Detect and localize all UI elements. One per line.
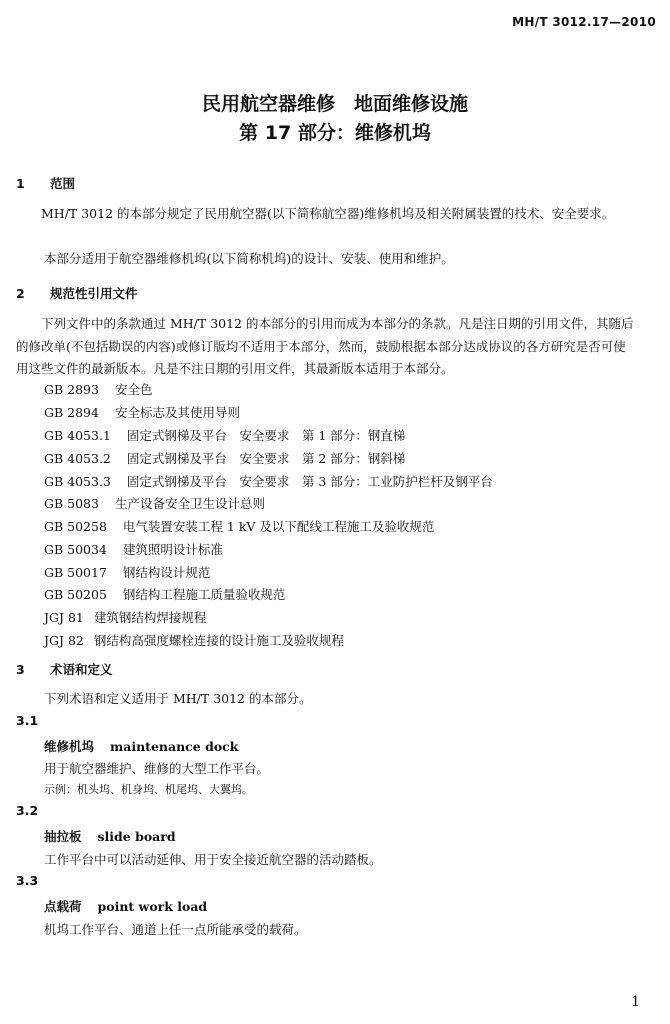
reference-item (44, 494, 265, 512)
reference-title: 钢结构工程施工质量验收规范 (122, 587, 286, 602)
reference-item (44, 631, 344, 649)
section-1-heading (16, 174, 75, 192)
term-number: 3.3 (16, 873, 39, 888)
reference-title: 建筑钢结构焊接规程 (93, 610, 207, 625)
section-number: 1 (16, 176, 25, 191)
reference-code: GB 50205 (44, 587, 107, 602)
section-title: 术语和定义 (50, 662, 113, 677)
section-3-paragraph: 下列术语和定义适用于 MH/T 3012 的本部分。 (44, 691, 312, 706)
term-chinese: 点载荷 (44, 899, 82, 914)
section-1-paragraph-1: MH/T 3012 的本部分规定了民用航空器(以下简称航空器)维修机坞及相关附属装置的技术、安全要求。 (41, 206, 615, 221)
section-2-paragraph: 下列文件中的条款通过 MH/T 3012 的本部分的引用而成为本部分的条款。凡是注日期的引用文件，其随后的修改单(不包括勘误的内容)或修订版均不适用于本部分，然而，鼓励根据本部分达成协议的各方研究是否可使用这些文件的最新版本。凡是不注日期的引用文件，其最新版本适用于本部分。 (16, 316, 634, 376)
reference-title: 建筑照明设计标准 (122, 542, 223, 557)
term-number: 3.2 (16, 803, 39, 818)
reference-code: GB 4053.3 (44, 474, 111, 489)
reference-code: GB 50258 (44, 519, 107, 534)
term-definition: 机坞工作平台、通道上任一点所能承受的载荷。 (44, 922, 307, 937)
section-title: 规范性引用文件 (50, 286, 138, 301)
term-example: 示例：机头坞、机身坞、机尾坞、大翼坞。 (44, 783, 253, 796)
term-chinese: 抽拉板 (44, 829, 82, 844)
reference-code: GB 50034 (44, 542, 107, 557)
reference-item (44, 540, 223, 558)
reference-item (44, 517, 434, 535)
term-english: slide board (97, 829, 176, 844)
term-heading (44, 737, 238, 755)
term-heading (44, 897, 207, 915)
reference-item (44, 380, 152, 398)
reference-title: 固定式钢梯及平台 安全要求 第 2 部分：钢斜梯 (126, 451, 406, 466)
reference-code: JGJ 81 (44, 610, 84, 625)
section-2-heading (16, 284, 138, 302)
reference-title: 固定式钢梯及平台 安全要求 第 1 部分：钢直梯 (126, 428, 406, 443)
reference-code: GB 5083 (44, 496, 99, 511)
reference-code: GB 4053.2 (44, 451, 111, 466)
term-number: 3.1 (16, 713, 39, 728)
reference-code: GB 50017 (44, 565, 107, 580)
reference-code: GB 2894 (44, 405, 99, 420)
section-number: 2 (16, 286, 25, 301)
reference-title: 电气装置安装工程 1 kV 及以下配线工程施工及验收规范 (122, 519, 435, 534)
section-title: 范围 (50, 176, 76, 191)
document-title-line2: 第 17 部分：维修机坞 (239, 122, 431, 144)
reference-item (44, 563, 210, 581)
reference-title: 钢结构高强度螺栓连接的设计施工及验收规程 (93, 633, 344, 648)
reference-code: JGJ 82 (44, 633, 84, 648)
reference-item (44, 426, 405, 444)
reference-title: 安全标志及其使用导则 (114, 405, 240, 420)
reference-item (44, 608, 206, 626)
standard-code: MH/T 3012.17—2010 (512, 15, 656, 29)
term-definition: 工作平台中可以活动延伸、用于安全接近航空器的活动踏板。 (44, 852, 382, 867)
reference-title: 钢结构设计规范 (122, 565, 211, 580)
reference-item (44, 449, 405, 467)
document-title-line1: 民用航空器维修 地面维修设施 (201, 93, 468, 115)
term-english: point work load (97, 899, 208, 914)
reference-item (44, 585, 285, 603)
reference-code: GB 4053.1 (44, 428, 111, 443)
page-number: 1 (631, 994, 640, 1010)
reference-title: 固定式钢梯及平台 安全要求 第 3 部分：工业防护栏杆及钢平台 (126, 474, 493, 489)
term-heading (44, 827, 176, 845)
term-english: maintenance dock (110, 739, 239, 754)
section-1-paragraph-2: 本部分适用于航空器维修机坞(以下简称机坞)的设计、安装、使用和维护。 (44, 251, 454, 266)
reference-item (44, 403, 240, 421)
term-definition: 用于航空器维护、维修的大型工作平台。 (44, 761, 270, 776)
term-chinese: 维修机坞 (44, 739, 95, 754)
reference-code: GB 2893 (44, 382, 99, 397)
section-3-heading (16, 660, 113, 678)
reference-title: 安全色 (114, 382, 153, 397)
reference-title: 生产设备安全卫生设计总则 (114, 496, 265, 511)
reference-item (44, 472, 493, 490)
section-number: 3 (16, 662, 25, 677)
